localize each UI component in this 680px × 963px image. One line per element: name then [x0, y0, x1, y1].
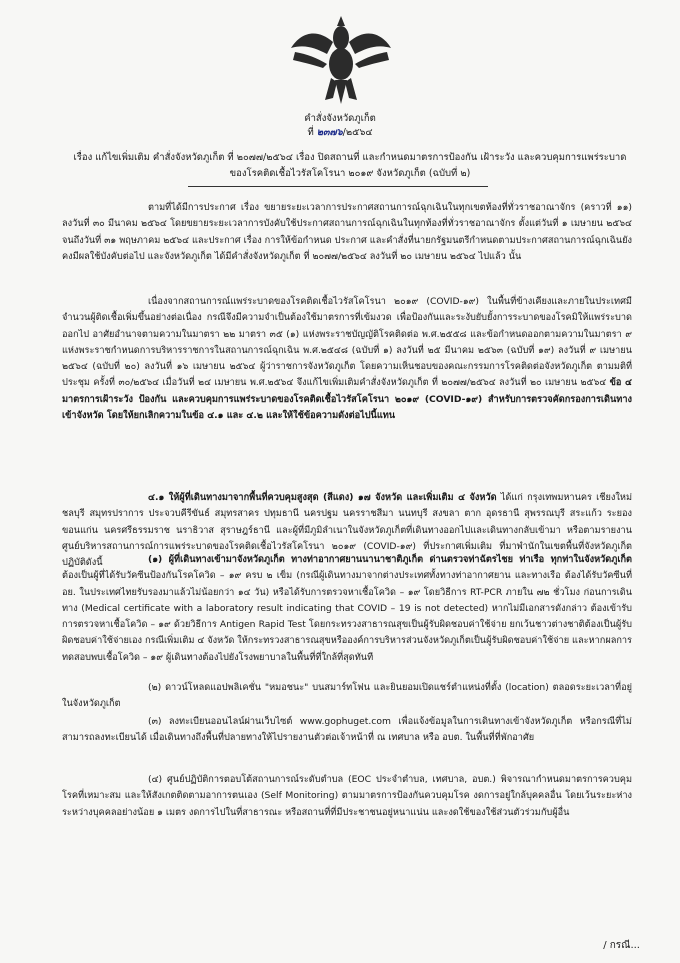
continuation-marker: / กรณี... [603, 940, 640, 951]
paragraph-background: ตามที่ได้มีการประกาศ เรื่อง ขยายระยะเวลาการประกาศสถานการณ์ฉุกเฉินในทุกเขตท้องที่ทั่วราชอาณาจักร (คราวที่ ๑๑) ลงวันที่ ๓๐ มีนาคม ๒๕๖๔ โดยขยายระยะเวลาการบังคับใช้ประกาศสถานการณ์ฉุกเฉินในทุกท้องที่ทั่วราชอาณาจักร ตั้งแต่วันที่ ๑ เมษายน ๒๕๖๔ จนถึงวันที่ ๓๑ พฤษภาคม ๒๕๖๔ และประกาศ เรื่อง การให้ข้อกำหนด ประกาศ และคำสั่งที่นายกรัฐมนตรีกำหนดตามประกาศสถานการณ์ฉุกเฉินยังคงมีผลใช้บังคับต่อไป และจังหวัดภูเก็ต ได้มีคำสั่งจังหวัดภูเก็ต ที่ ๒๐๗๗/๒๕๖๔ ลงวันที่ ๒๐ เมษายน ๒๕๖๔ ไปแล้ว นั้น [62, 202, 632, 262]
clause-item-2: (๒) ดาวน์โหลดแอปพลิเคชั่น "หมอชนะ" บนสมาร์ทโฟน และยินยอมเปิดแชร์ตำแหน่งที่ตั้ง (location) ตลอดระยะเวลาที่อยู่ในจังหวัดภูเก็ต [62, 682, 632, 710]
clause-item-3: (๓) ลงทะเบียนออนไลน์ผ่านเว็บไซต์ www.gophuget.com เพื่อแจ้งข้อมูลในการเดินทางเข้าจังหวัดภูเก็ต หรือกรณีที่ไม่สามารถลงทะเบียนได้ เมื่อเดินทางถึงพื้นที่ปลายทางให้ไปรายงานตัวต่อเจ้าหน้าที่ ณ เทศบาล หรือ อบต. ในพื้นที่ที่พักอาศัย [62, 716, 632, 744]
order-number [0, 126, 680, 139]
order-number-handwritten: ๒๓๗๖ [316, 127, 343, 138]
order-subject: เรื่อง แก้ไขเพิ่มเติม คำสั่งจังหวัดภูเก็ต ที่ ๒๐๗๗/๒๕๖๔ เรื่อง ปิดสถานที่ และกำหนดมาตรการป้องกัน เฝ้าระวัง และควบคุมการแพร่ระบาดของโรคติดเชื้อไวรัสโคโรนา ๒๐๑๙ จังหวัดภูเก็ต (ฉบับที่ ๒) [73, 152, 627, 179]
issuing-authority: คำสั่งจังหวัดภูเก็ต [304, 113, 376, 124]
clause-item-1-heading: (๑) ผู้ที่เดินทางเข้ามาจังหวัดภูเก็ต ทางท่าอากาศยานนานาชาติภูเก็ต ด่านตรวจท่าฉัตรไชย ท่าเรือ ทุกท่าในจังหวัดภูเก็ต [148, 554, 632, 565]
paragraph-reason-text: เนื่องจากสถานการณ์แพร่ระบาดของโรคติดเชื้อไวรัสโคโรนา ๒๐๑๙ (COVID-๑๙) ในพื้นที่ข้างเคียงและภายในประเทศมีจำนวนผู้ติดเชื้อเพิ่มขึ้นอย่างต่อเนื่อง กรณีจึงมีความจำเป็นต้องใช้มาตรการที่เข้มงวด เพื่อป้องกันและระงับยับยั้งการระบาดของโรคมิให้แพร่ระบาดออกไป อาศัยอำนาจตามความในมาตรา ๒๒ มาตรา ๓๕ (๑) แห่งพระราชบัญญัติโรคติดต่อ พ.ศ.๒๕๕๘ และข้อกำหนดออกตามความในมาตรา ๙ แห่งพระราชกำหนดการบริหารราชการในสถานการณ์ฉุกเฉิน พ.ศ.๒๕๔๘ (ฉบับที่ ๑) ลงวันที่ ๒๕ มีนาคม ๒๕๖๓ (ฉบับที่ ๑๙) ลงวันที่ ๙ เมษายน ๒๕๖๔ (ฉบับที่ ๒๐) ลงวันที่ ๑๖ เมษายน ๒๕๖๔ ผู้ว่าราชการจังหวัดภูเก็ต โดยความเห็นชอบของคณะกรรมการโรคติดต่อจังหวัดภูเก็ต ตามมติที่ประชุม ครั้งที่ ๓๐/๒๕๖๔ เมื่อวันที่ ๒๔ เมษายน พ.ศ.๒๕๖๔ จึงแก้ไขเพิ่มเติมคำสั่งจังหวัดภูเก็ต ที่ ๒๐๗๗/๒๕๖๔ ลงวันที่ ๒๐ เมษายน ๒๕๖๔ [62, 296, 632, 389]
garuda-emblem-icon [287, 8, 395, 108]
clause-4-1-text: ได้แก่ กรุงเทพมหานคร เชียงใหม่ ชลบุรี สมุทรปราการ ประจวบคีรีขันธ์ สมุทรสาคร ปทุมธานี นครปฐม นครราชสีมา นนทบุรี สงขลา ตาก อุดรธานี สุพรรณบุรี สระแก้ว ระยอง ขอนแก่น นครศรีธรรมราช นราธิวาส สุราษฎร์ธานี และผู้ที่มีภูมิลำเนาในจังหวัดภูเก็ตที่เดินทางออกไปและเดินทางกลับเข้ามา หรือตามรายงานศูนย์บริหารสถานการณ์การแพร่ระบาดของโรคติดเชื้อไวรัสโคโรนา ๒๐๑๙ (COVID-๑๙) ที่ประกาศเพิ่มเติม ที่มาพำนักในเขตพื้นที่จังหวัดภูเก็ต ปฏิบัติดังนี้ [62, 492, 633, 569]
order-number-prefix: ที่ [307, 127, 314, 138]
clause-item-1-text: ต้องเป็นผู้ที่ได้รับวัคซีนป้องกันโรคโควิด – ๑๙ ครบ ๒ เข็ม (กรณีผู้เดินทางมาจากต่างประเทศทั้งทางท่าอากาศยาน และทางเรือ ต้องได้รับวัคซีนที่ อย. ในประเทศไทยรับรองมาแล้วไม่น้อยกว่า ๑๔ วัน) หรือได้รับการตรวจหาเชื้อโควิด – ๑๙ โดยวิธีการ RT-PCR ภายใน ๗๒ ชั่วโมง ก่อนการเดินทาง (Medical certificate with a laboratory result indicating that COVID – 19 is not detected) หากไม่มีเอกสารดังกล่าว ต้องเข้ารับการตรวจหาเชื้อโควิด – ๑๙ ด้วยวิธีการ Antigen Rapid Test โดยกระทรวงสาธารณสุขเป็นผู้รับผิดชอบค่าใช้จ่าย ยกเว้นชาวต่างชาติต้องเป็นผู้รับผิดชอบค่าใช้จ่ายเอง กรณีเพิ่มเติม ๔ จังหวัด ให้กระทรวงสาธารณสุขหรือองค์การบริหารส่วนจังหวัดภูเก็ตเป็นผู้รับผิดชอบค่าใช้จ่าย และหากผลการทดสอบพบเชื้อโควิด – ๑๙ ผู้เดินทางต้องไปยังโรงพยาบาลในพื้นที่ที่ใกล้ที่สุดทันที [62, 570, 632, 663]
divider [188, 186, 488, 187]
paragraph-reason [62, 294, 632, 424]
clause-item-4: (๔) ศูนย์ปฏิบัติการตอบโต้สถานการณ์ระดับตำบล (EOC ประจำตำบล, เทศบาล, อบต.) พิจารณากำหนดมาตรการควบคุมโรคที่เหมาะสม และให้สังเกตติดตามอาการตนเอง (Self Monitoring) ตามมาตรการป้องกันควบคุมโรค งดการอยู่ใกล้บุคคลอื่น โดยเว้นระยะห่างระหว่างบุคคลอย่างน้อย ๑ เมตร งดการไปในที่สาธารณะ หรือสถานที่ที่มีประชาชนอยู่หนาแน่น และงดใช้ของใช้ส่วนตัวร่วมกับผู้อื่น [62, 774, 632, 818]
order-number-suffix: /๒๕๖๔ [342, 127, 373, 138]
clause-item-1 [62, 552, 632, 666]
clause-4-heading: ข้อ ๔ มาตรการเฝ้าระวัง ป้องกัน และควบคุมการแพร่ระบาดของโรคติดเชื้อไวรัสโคโรนา ๒๐๑๙ (COVID-๑๙) สำหรับการตรวจคัดกรองการเดินทางเข้าจังหวัด โดยให้ยกเลิกความในข้อ ๔.๑ และ ๔.๒ และให้ใช้ข้อความดังต่อไปนี้แทน [62, 377, 632, 422]
clause-4-1-heading: ๔.๑ ให้ผู้ที่เดินทางมาจากพื้นที่ควบคุมสูงสุด (สีแดง) ๑๗ จังหวัด และเพิ่มเติม ๔ จังหวัด [148, 492, 497, 503]
